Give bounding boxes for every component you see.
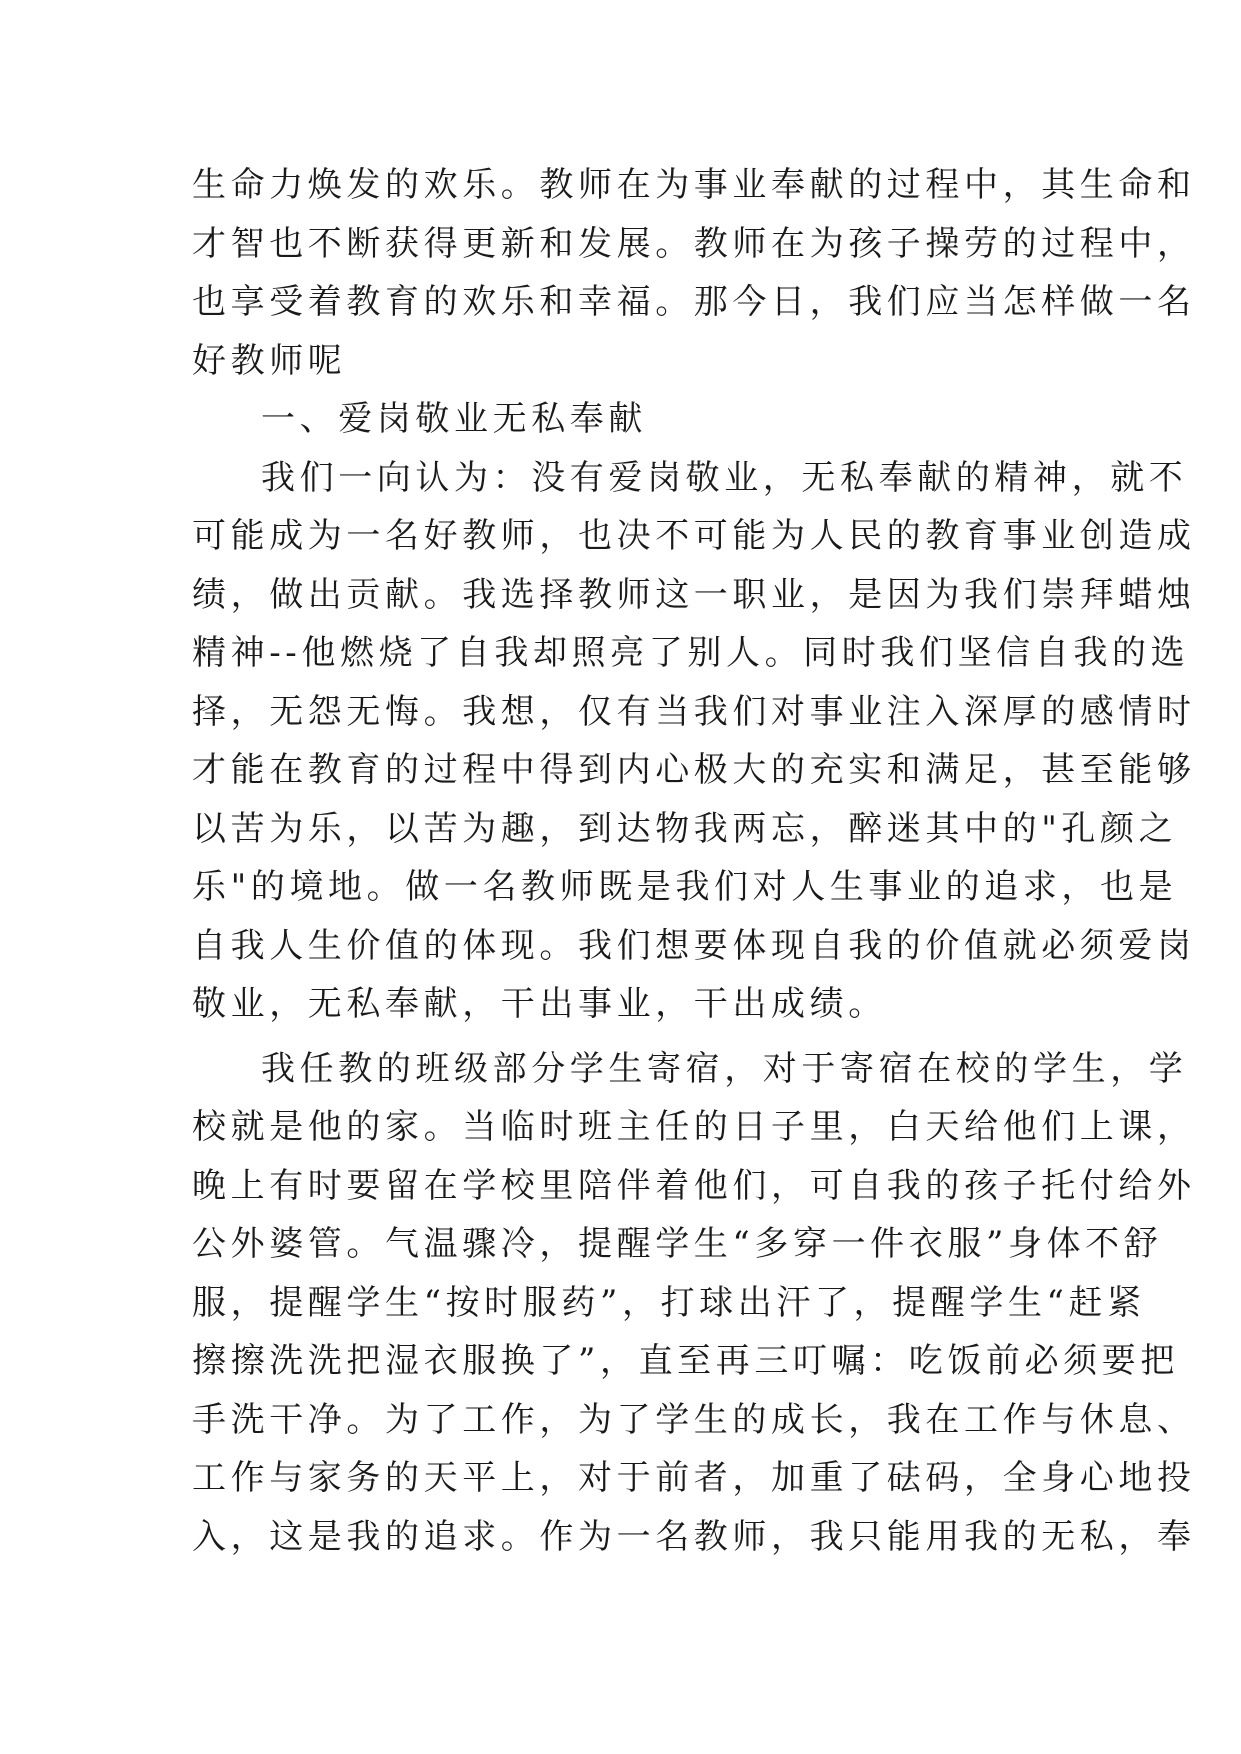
text-line: 自我人生价值的体现。我们想要体现自我的价值就必须爱岗 xyxy=(192,925,1196,966)
text-line: 可能成为一名好教师，也决不可能为人民的教育事业创造成 xyxy=(192,516,1196,556)
text-line: 也享受着教育的欢乐和幸福。那今日，我们应当怎样做一名 xyxy=(192,282,1196,322)
text-line: 公外婆管。气温骤冷，提醒学生“多穿一件衣服”身体不舒 xyxy=(192,1224,1163,1264)
text-line: 入，这是我的追求。作为一名教师，我只能用我的无私，奉 xyxy=(192,1516,1196,1557)
text-line: 绩，做出贡献。我选择教师这一职业，是因为我们崇拜蜡烛 xyxy=(192,574,1196,615)
text-line: 以苦为乐，以苦为趣，到达物我两忘，醉迷其中的"孔颜之 xyxy=(192,808,1178,849)
text-line: 好教师呢 xyxy=(192,340,347,381)
document-body xyxy=(192,156,1196,1566)
paragraph-first-line: 我任教的班级部分学生寄宿，对于寄宿在校的学生，学 xyxy=(261,1048,1188,1089)
text-line: 擦擦洗洗把湿衣服换了”，直至再三叮嘱：吃饭前必须要把 xyxy=(192,1341,1179,1381)
text-line: 晚上有时要留在学校里陪伴着他们，可自我的孩子托付给外 xyxy=(192,1165,1196,1206)
text-line: 手洗干净。为了工作，为了学生的成长，我在工作与休息、 xyxy=(192,1399,1196,1440)
text-line: 择，无怨无悔。我想，仅有当我们对事业注入深厚的感情时 xyxy=(192,691,1196,732)
text-line: 生命力焕发的欢乐。教师在为事业奉献的过程中，其生命和 xyxy=(192,165,1196,205)
text-line: 工作与家务的天平上，对于前者，加重了砝码，全身心地投 xyxy=(192,1458,1196,1498)
text-line: 才智也不断获得更新和发展。教师在为孩子操劳的过程中， xyxy=(192,223,1196,264)
text-line: 服，提醒学生“按时服药”，打球出汗了，提醒学生“赶紧 xyxy=(192,1282,1146,1323)
section-heading: 一、爱岗敬业无私奉献 xyxy=(261,399,647,439)
text-line: 才能在教育的过程中得到内心极大的充实和满足，甚至能够 xyxy=(192,750,1196,790)
text-line: 敬业，无私奉献，干出事业，干出成绩。 xyxy=(192,984,887,1024)
text-line: 精神--他燃烧了自我却照亮了别人。同时我们坚信自我的选 xyxy=(192,633,1190,673)
text-line: 乐"的境地。做一名教师既是我们对人生事业的追求，也是 xyxy=(192,867,1178,907)
paragraph-first-line: 我们一向认为：没有爱岗敬业，无私奉献的精神，就不 xyxy=(261,457,1188,498)
text-line: 校就是他的家。当临时班主任的日子里，白天给他们上课， xyxy=(192,1107,1196,1147)
